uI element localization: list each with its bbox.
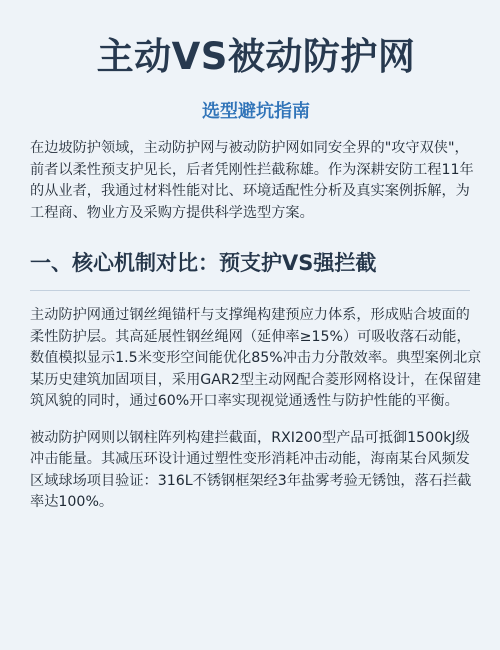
intro-paragraph: 在边坡防护领域，主动防护网与被动防护网如同安全界的"攻守双侠"，前者以柔性预支护见长，后者凭刚性拦截称雄。作为深耕安防工程11年的从业者，我通过材料性能对比、环境适配性分析及真实案例拆解，为工程商、物业方及采购方提供科学选型方案。 xyxy=(30,140,474,221)
subtitle: 选型避坑指南 xyxy=(202,101,310,122)
section-divider xyxy=(30,290,470,291)
paragraph-passive-net: 被动防护网则以钢柱阵列构建拦截面，RXI200型产品可抵御1500kJ级冲击能量。其减压环设计通过塑性变形消耗冲击动能，海南某台风频发区域球场项目验证：316L不锈钢框架经3年盐雾考验无锈蚀，落石拦截率达100%。 xyxy=(30,429,472,510)
paragraph-active-net: 主动防护网通过钢丝绳锚杆与支撑绳构建预应力体系，形成贴合坡面的柔性防护层。其高延展性钢丝绳网（延伸率≥15%）可吸收落石动能，数值模拟显示1.5米变形空间能优化85%冲击力分散效率。典型案例北京某历史建筑加固项目，采用GAR2型主动网配合菱形网格设计，在保留建筑风貌的同时，通过60%开口率实现视觉通透性与防护性能的平衡。 xyxy=(30,307,482,409)
section-heading: 一、核心机制对比：预支护VS强拦截 xyxy=(30,251,377,275)
main-title: 主动VS被动防护网 xyxy=(96,35,416,78)
